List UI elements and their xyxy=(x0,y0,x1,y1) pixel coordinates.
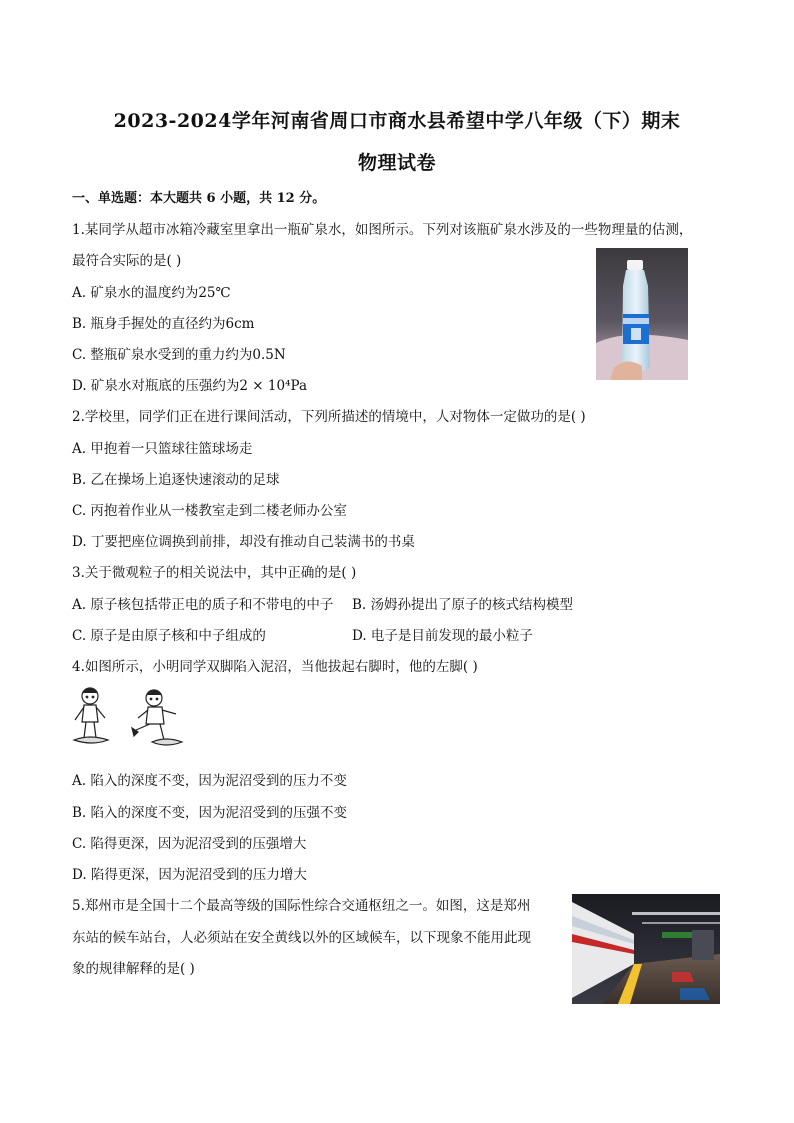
q2-option-b: B. 乙在操场上追逐快速滚动的足球 xyxy=(72,472,280,488)
q1-stem-line2: 最符合实际的是( ) xyxy=(72,253,182,269)
q2-option-a: A. 甲抱着一只篮球往篮球场走 xyxy=(72,441,253,457)
train-platform-photo xyxy=(572,894,720,1004)
q3-option-a: A. 原子核包括带正电的质子和不带电的中子 xyxy=(72,597,334,613)
q5-stem-line3: 象的规律解释的是( ) xyxy=(72,961,195,977)
q4-option-a: A. 陷入的深度不变，因为泥沼受到的压力不变 xyxy=(72,773,347,789)
boys-in-mud-figure xyxy=(72,684,190,752)
water-bottle-photo xyxy=(596,248,688,380)
q1-option-b: B. 瓶身手握处的直径约为6cm xyxy=(72,316,255,332)
section-heading: 一、单选题：本大题共 6 小题，共 12 分。 xyxy=(72,191,326,206)
q5-stem-line2: 东站的候车站台，人必须站在安全黄线以外的区域候车，以下现象不能用此现 xyxy=(72,930,531,946)
q4-stem: 4.如图所示，小明同学双脚陷入泥沼，当他拔起右脚时，他的左脚( ) xyxy=(72,659,478,675)
q3-stem: 3.关于微观粒子的相关说法中，其中正确的是( ) xyxy=(72,565,357,581)
q1-option-c: C. 整瓶矿泉水受到的重力约为0.5N xyxy=(72,347,286,363)
q4-option-b: B. 陷入的深度不变，因为泥沼受到的压强不变 xyxy=(72,805,348,821)
q5-stem-line1: 5.郑州市是全国十二个最高等级的国际性综合交通枢纽之一。如图，这是郑州 xyxy=(72,898,531,914)
q2-option-c: C. 丙抱着作业从一楼教室走到二楼老师办公室 xyxy=(72,503,347,519)
q4-option-d: D. 陷得更深，因为泥沼受到的压力增大 xyxy=(72,867,307,883)
q4-option-c: C. 陷得更深，因为泥沼受到的压强增大 xyxy=(72,836,307,852)
exam-title-line1: 2023-2024学年河南省周口市商水县希望中学八年级（下）期末 xyxy=(113,110,681,132)
q2-stem: 2.学校里，同学们正在进行课间活动，下列所描述的情境中，人对物体一定做功的是( ) xyxy=(72,409,586,425)
q3-option-b: B. 汤姆孙提出了原子的核式结构模型 xyxy=(352,597,574,613)
q1-option-d: D. 矿泉水对瓶底的压强约为2 × 10⁴Pa xyxy=(72,378,308,394)
q1-option-a: A. 矿泉水的温度约为25℃ xyxy=(72,285,231,301)
q3-option-c: C. 原子是由原子核和中子组成的 xyxy=(72,628,266,644)
q1-stem-line1: 1.某同学从超市冰箱冷藏室里拿出一瓶矿泉水，如图所示。下列对该瓶矿泉水涉及的一些物理量的估测， xyxy=(72,222,693,238)
q2-option-d: D. 丁要把座位调换到前排，却没有推动自己装满书的书桌 xyxy=(72,534,415,550)
q3-option-d: D. 电子是目前发现的最小粒子 xyxy=(352,628,533,644)
exam-title-line2: 物理试卷 xyxy=(357,152,436,174)
